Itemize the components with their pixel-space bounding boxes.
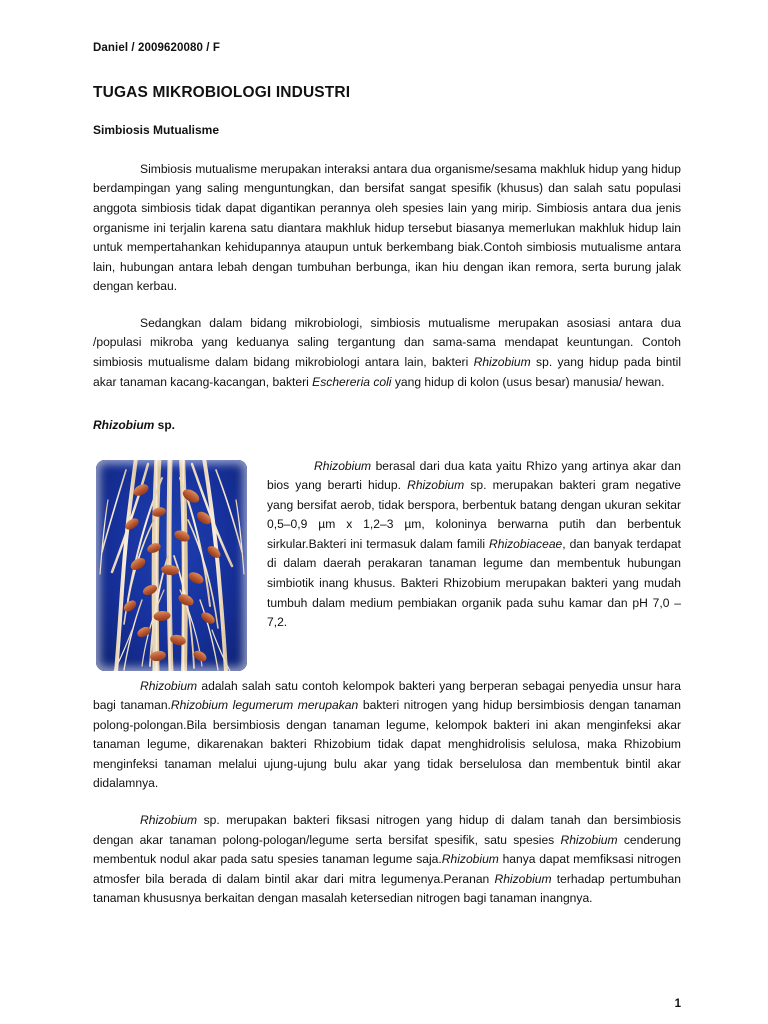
italic-rhizobium: Rhizobium (314, 458, 372, 473)
text-run: sp. yang hidup pada bintil akar tanaman kacang-kacangan, bakteri (93, 354, 682, 389)
text-run: adalah salah satu contoh kelompok bakteri yang berperan sebagai penyedia unsur hara bagi tanaman. (93, 678, 681, 713)
page-number: 1 (674, 998, 681, 1010)
student-identity-line: Daniel / 2009620080 / F (93, 42, 220, 54)
section-heading-rhizobium-sp (93, 418, 681, 432)
italic-rhizobiaceae: Rhizobiaceae (488, 536, 563, 551)
italic-rhizobium: Rhizobium (494, 871, 552, 886)
paragraph-rhizobium-fiksasi-nitrogen (93, 811, 681, 909)
text-run: , dan banyak terdapat di dalam daerah perakaran tanaman legume dan membentuk hubungan simbiotik inang khusus. Bakteri Rhizobium merupakan bakteri yang mudah tumbuh dalam medium pembiakan organik pada suhu kamar dan pH 7,0 – 7,2. (267, 536, 681, 630)
page-title: TUGAS MIKROBIOLOGI INDUSTRI (93, 83, 351, 101)
paragraph-text: Simbiosis mutualisme merupakan interaksi antara dua organisme/sesama makhluk hidup yang hidup berdampingan yang saling menguntungkan, dan bersifat sangat spesifik (khusus) dan salah satu populasi anggota simbiosis tidak dapat digantikan perannya oleh spesies lain yang mirip. Simbiosis antara dua jenis organisme ini terjalin karena satu diantara makhluk hidup tersebut biasanya memerlukan makhluk hidup lain untuk mempertahankan kehidupannya ataupun untuk berkembang biak.Contoh simbiosis mutualisme antara lain, hubungan antara lebah dengan tumbuhan berbunga, ikan hiu dengan ikan remora, serta burung jalak dengan kerbau. (93, 161, 681, 294)
text-run: yang hidup di kolon (usus besar) manusia/ hewan. (391, 374, 665, 389)
text-run: hanya dapat memfiksasi nitrogen atmosfer bila berada di dalam bintil akar dari mitra legumenya.Peranan (93, 852, 681, 886)
italic-rhizobium: Rhizobium (473, 354, 531, 369)
text-run: bakteri nitrogen yang hidup bersimbiosis dengan tanaman polong-polongan.Bila bersimbiosis dengan tanaman legume, kelompok bakteri ini akan menginfeksi akar tanaman legume, dikarenakan bakteri Rhizobium tidak dapat menghidrolisis selulosa, maka Rhizobium menginfeksi tanaman melalui ujung-ujung bulu akar yang tidak berselulosa dan membentuk bintil akar didalamnya. (93, 698, 681, 791)
italic-rhizobium: Rhizobium (560, 832, 618, 847)
text-run: sp. merupakan bakteri fiksasi nitrogen yang hidup di dalam tanah dan bersimbiosis dengan akar tanaman polong-pologan/legume serta bersifat spesifik, satu spesies (93, 813, 681, 847)
italic-rhizobium: Rhizobium (140, 678, 198, 693)
root-nodules-photo (96, 460, 247, 671)
root-nodules-illustration (96, 460, 247, 671)
italic-rhizobium: Rhizobium (407, 478, 465, 493)
text-run: terhadap pertumbuhan tanaman khususnya berkaitan dengan masalah ketersedian nitrogen bagi tanaman inangnya. (93, 871, 682, 906)
italic-rhizobium: Rhizobium (441, 852, 499, 867)
text-run: cenderung membentuk nodul akar pada satu spesies tanaman legume saja. (93, 832, 681, 867)
text-run: berasal dari dua kata yaitu Rhizo yang artinya akar dan bios yang berarti hidup. (267, 458, 681, 493)
figure-root-nodules (96, 460, 247, 671)
italic-eschereria-coli: Eschereria coli (312, 374, 392, 389)
italic-rhizobium-legumerum: Rhizobium legumerum merupakan (170, 698, 359, 713)
paragraph-rhizobium-unsur-hara (93, 677, 681, 794)
section-heading-simbiosis-mutualisme: Simbiosis Mutualisme (93, 123, 220, 138)
text-run: sp. (154, 418, 175, 433)
text-run: Sedangkan dalam bidang mikrobiologi, simbiosis mutualisme merupakan asosiasi antara dua /populasi mikroba yang keduanya saling tergantung dan sama-sama mendapat keuntungan. Contoh simbiosis mutualisme dalam bidang mikrobiologi antara lain, bakteri (93, 315, 681, 369)
text-run: sp. merupakan bakteri gram negative yang bersifat aerob, tidak berspora, berbentuk batang dengan ukuran sekitar 0,5–0,9 µm x 1,2–3 µm, koloninya berwarna putih dan berbentuk sirkular.Bakteri ini termasuk dalam famili (267, 478, 681, 551)
paragraph-simbiosis-definition (93, 160, 681, 297)
italic-rhizobium: Rhizobium (140, 813, 198, 827)
paragraph-mikrobiologi-simbiosis (93, 314, 681, 392)
italic-rhizobium: Rhizobium (93, 418, 155, 433)
